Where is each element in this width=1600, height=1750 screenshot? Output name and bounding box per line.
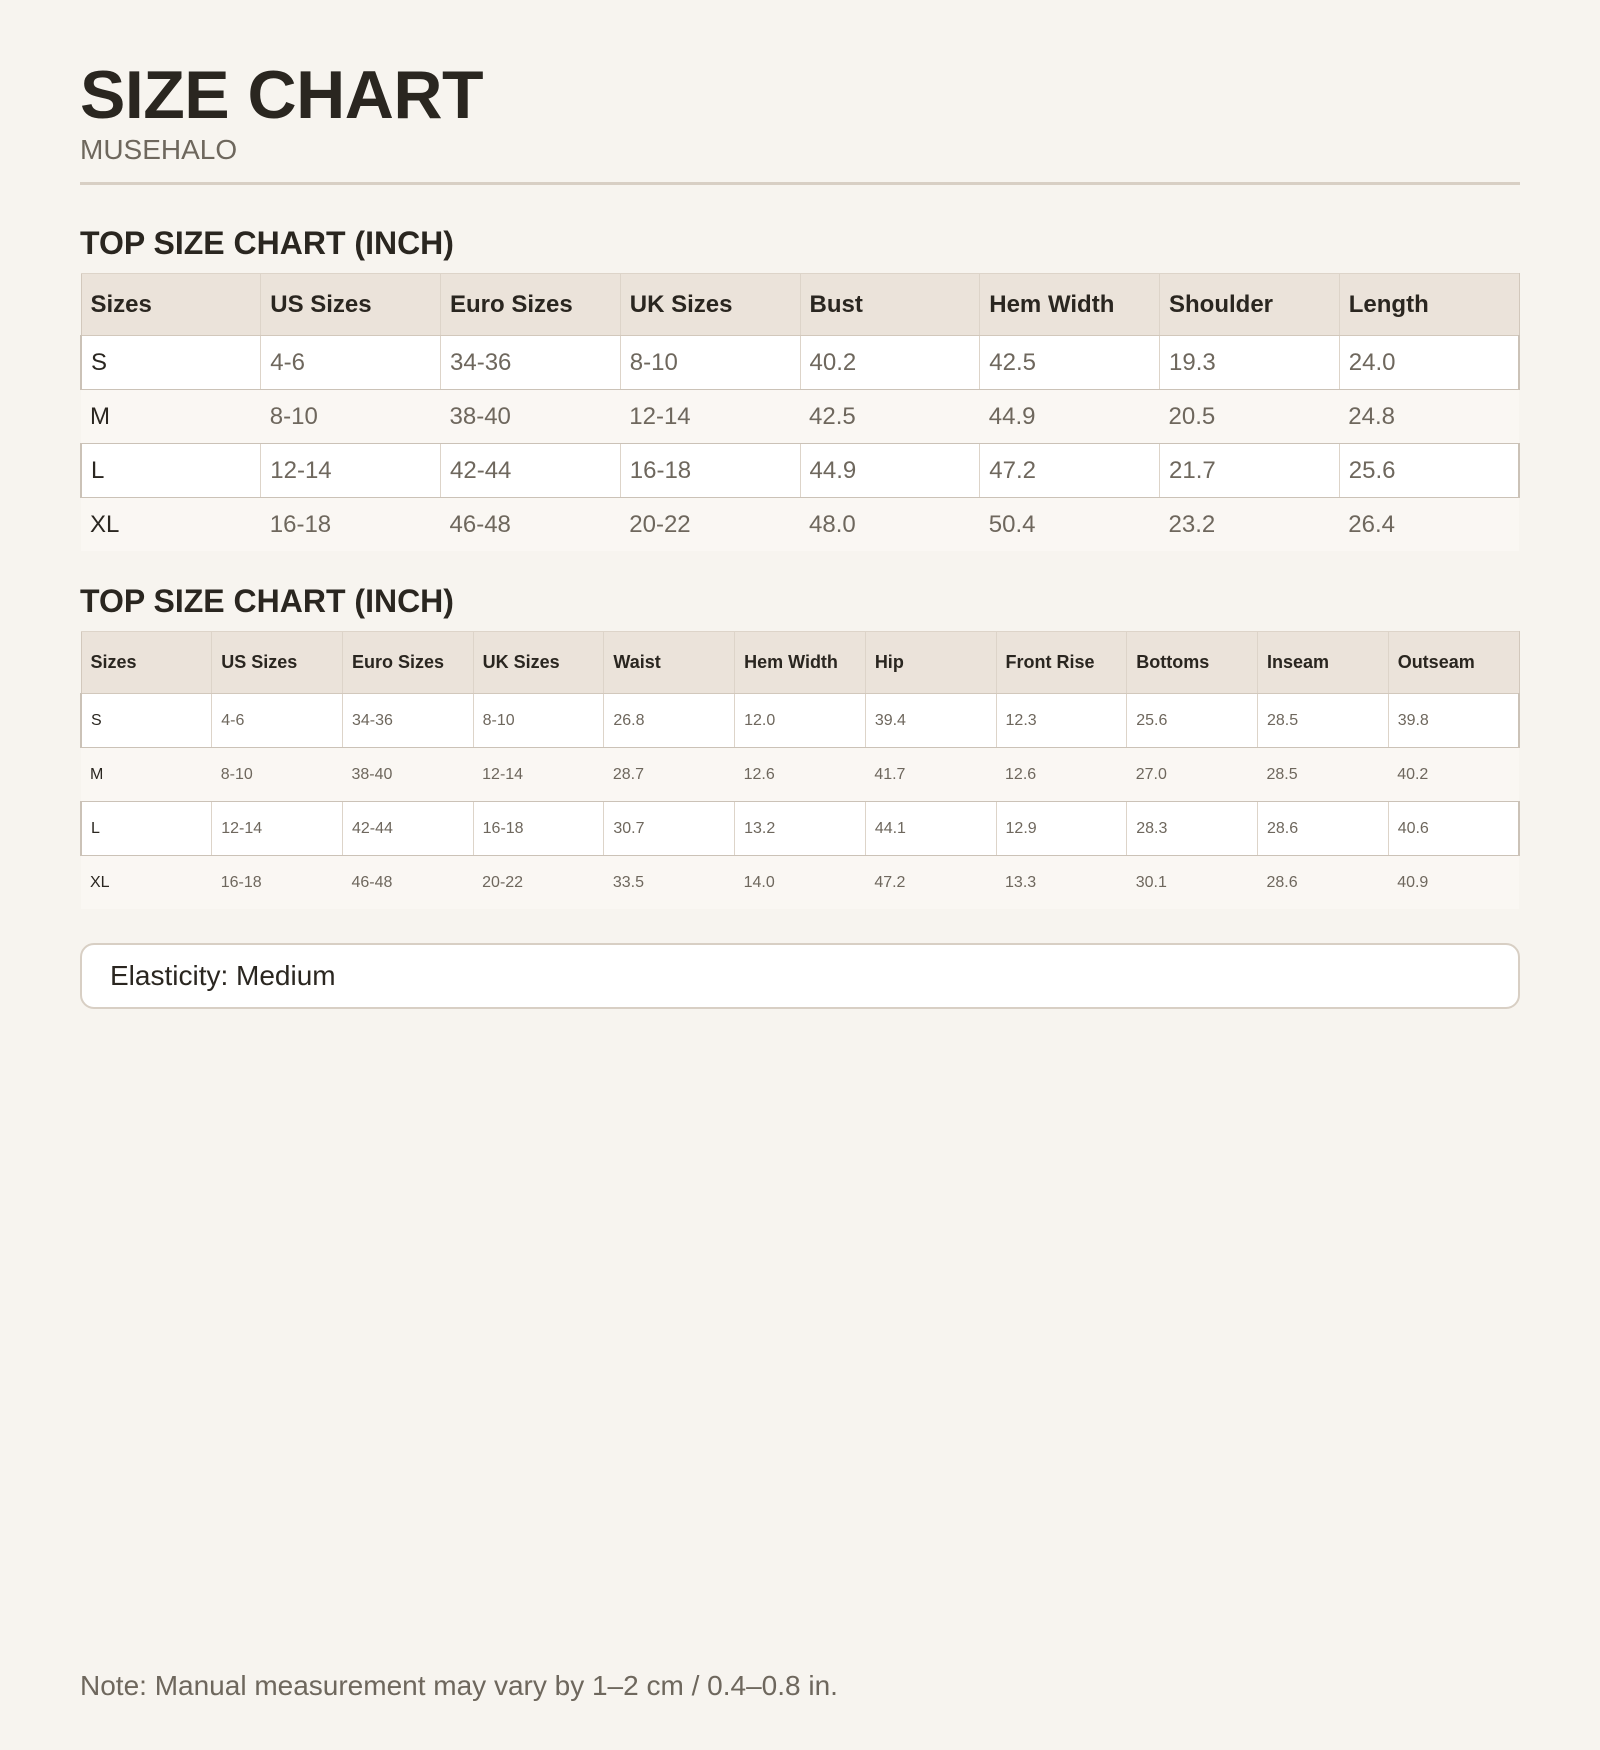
column-header: Euro Sizes (342, 632, 473, 694)
table-cell: 8-10 (473, 694, 604, 748)
column-header: Inseam (1257, 632, 1388, 694)
table-cell: 42.5 (980, 336, 1160, 390)
table-cell: XL (81, 856, 212, 910)
table-cell: 25.6 (1127, 694, 1258, 748)
column-header: Waist (604, 632, 735, 694)
table-cell: 19.3 (1160, 336, 1340, 390)
brand-name: MUSEHALO (80, 134, 238, 165)
table-cell: 34-36 (441, 336, 621, 390)
table-cell: 39.4 (865, 694, 996, 748)
table-cell: 40.6 (1388, 802, 1519, 856)
table-cell: 21.7 (1160, 444, 1340, 498)
table-cell: 50.4 (980, 498, 1160, 552)
table-cell: 47.2 (865, 856, 996, 910)
top-table-title: TOP SIZE CHART (INCH) (80, 225, 454, 261)
table-row (81, 694, 1519, 748)
table-cell: 34-36 (342, 694, 473, 748)
table-body (81, 336, 1519, 552)
table-cell: 27.0 (1127, 748, 1258, 802)
table-cell: 39.8 (1388, 694, 1519, 748)
table-row (81, 336, 1519, 390)
table-row (81, 390, 1519, 444)
table-cell: 46-48 (441, 498, 621, 552)
bottom-table-title: TOP SIZE CHART (INCH) (80, 583, 454, 619)
table-cell: 8-10 (261, 390, 441, 444)
table-row (81, 802, 1519, 856)
table-cell: 23.2 (1160, 498, 1340, 552)
table-cell: 12.3 (996, 694, 1127, 748)
table-cell: 44.9 (800, 444, 980, 498)
table-cell: 16-18 (473, 802, 604, 856)
table-cell: 4-6 (212, 694, 343, 748)
size-chart-page (80, 0, 1520, 1009)
table-cell: 46-48 (342, 856, 473, 910)
table-cell: 12-14 (261, 444, 441, 498)
table-row (81, 498, 1519, 552)
column-header: US Sizes (212, 632, 343, 694)
table-cell: 8-10 (212, 748, 343, 802)
table-cell: L (81, 802, 212, 856)
table-cell: 8-10 (620, 336, 800, 390)
column-header: Hem Width (735, 632, 866, 694)
column-header: Sizes (81, 632, 212, 694)
elasticity-box (80, 943, 1520, 1009)
elasticity-label: Elasticity: Medium (110, 960, 336, 991)
table-cell: 28.5 (1257, 748, 1388, 802)
table-cell: 41.7 (865, 748, 996, 802)
table-cell: 16-18 (212, 856, 343, 910)
table-cell: M (81, 390, 261, 444)
table-cell: 28.6 (1257, 856, 1388, 910)
table-cell: 14.0 (735, 856, 866, 910)
table-cell: 13.2 (735, 802, 866, 856)
column-header: UK Sizes (473, 632, 604, 694)
table-row (81, 856, 1519, 910)
table-header-row (81, 274, 1519, 336)
table-cell: L (81, 444, 261, 498)
table-cell: 42-44 (342, 802, 473, 856)
table-cell: 28.6 (1257, 802, 1388, 856)
table-cell: 12-14 (212, 802, 343, 856)
bottom-size-table (80, 631, 1520, 909)
column-header: Outseam (1388, 632, 1519, 694)
table-cell: 30.7 (604, 802, 735, 856)
table-cell: 16-18 (261, 498, 441, 552)
page-title: SIZE CHART (80, 57, 483, 133)
table-cell: 44.1 (865, 802, 996, 856)
table-cell: 38-40 (342, 748, 473, 802)
table-cell: 12-14 (620, 390, 800, 444)
table-cell: S (81, 694, 212, 748)
table-cell: 4-6 (261, 336, 441, 390)
table-cell: 40.2 (800, 336, 980, 390)
table-cell: 12.9 (996, 802, 1127, 856)
column-header: Bust (800, 274, 980, 336)
table-cell: 13.3 (996, 856, 1127, 910)
table-row (81, 444, 1519, 498)
table-cell: 30.1 (1127, 856, 1258, 910)
table-cell: 24.0 (1339, 336, 1519, 390)
table-cell: 20.5 (1160, 390, 1340, 444)
column-header: Sizes (81, 274, 261, 336)
table-cell: 47.2 (980, 444, 1160, 498)
measurement-note: Note: Manual measurement may vary by 1–2 cm / 0.4–0.8 in. (80, 1670, 838, 1701)
table-cell: 40.2 (1388, 748, 1519, 802)
table-cell: 38-40 (441, 390, 621, 444)
table-cell: 28.3 (1127, 802, 1258, 856)
column-header: UK Sizes (620, 274, 800, 336)
table-cell: 48.0 (800, 498, 980, 552)
table-cell: 40.9 (1388, 856, 1519, 910)
table-cell: 12.0 (735, 694, 866, 748)
table-cell: 33.5 (604, 856, 735, 910)
table-cell: 12.6 (996, 748, 1127, 802)
table-cell: 42.5 (800, 390, 980, 444)
table-cell: 28.5 (1257, 694, 1388, 748)
table-cell: 44.9 (980, 390, 1160, 444)
table-cell: 20-22 (473, 856, 604, 910)
table-cell: 12-14 (473, 748, 604, 802)
column-header: Hem Width (980, 274, 1160, 336)
table-cell: M (81, 748, 212, 802)
column-header: Length (1339, 274, 1519, 336)
table-cell: 42-44 (441, 444, 621, 498)
table-cell: 26.4 (1339, 498, 1519, 552)
table-header-row (81, 632, 1519, 694)
column-header: Shoulder (1160, 274, 1340, 336)
column-header: Euro Sizes (441, 274, 621, 336)
table-cell: 20-22 (620, 498, 800, 552)
page-header (80, 0, 1520, 185)
column-header: Bottoms (1127, 632, 1258, 694)
column-header: Hip (865, 632, 996, 694)
table-cell: 24.8 (1339, 390, 1519, 444)
table-cell: S (81, 336, 261, 390)
top-size-table (80, 273, 1520, 551)
table-cell: 28.7 (604, 748, 735, 802)
table-body (81, 694, 1519, 910)
column-header: US Sizes (261, 274, 441, 336)
table-row (81, 748, 1519, 802)
table-cell: 12.6 (735, 748, 866, 802)
column-header: Front Rise (996, 632, 1127, 694)
table-cell: XL (81, 498, 261, 552)
table-cell: 26.8 (604, 694, 735, 748)
table-cell: 16-18 (620, 444, 800, 498)
table-cell: 25.6 (1339, 444, 1519, 498)
